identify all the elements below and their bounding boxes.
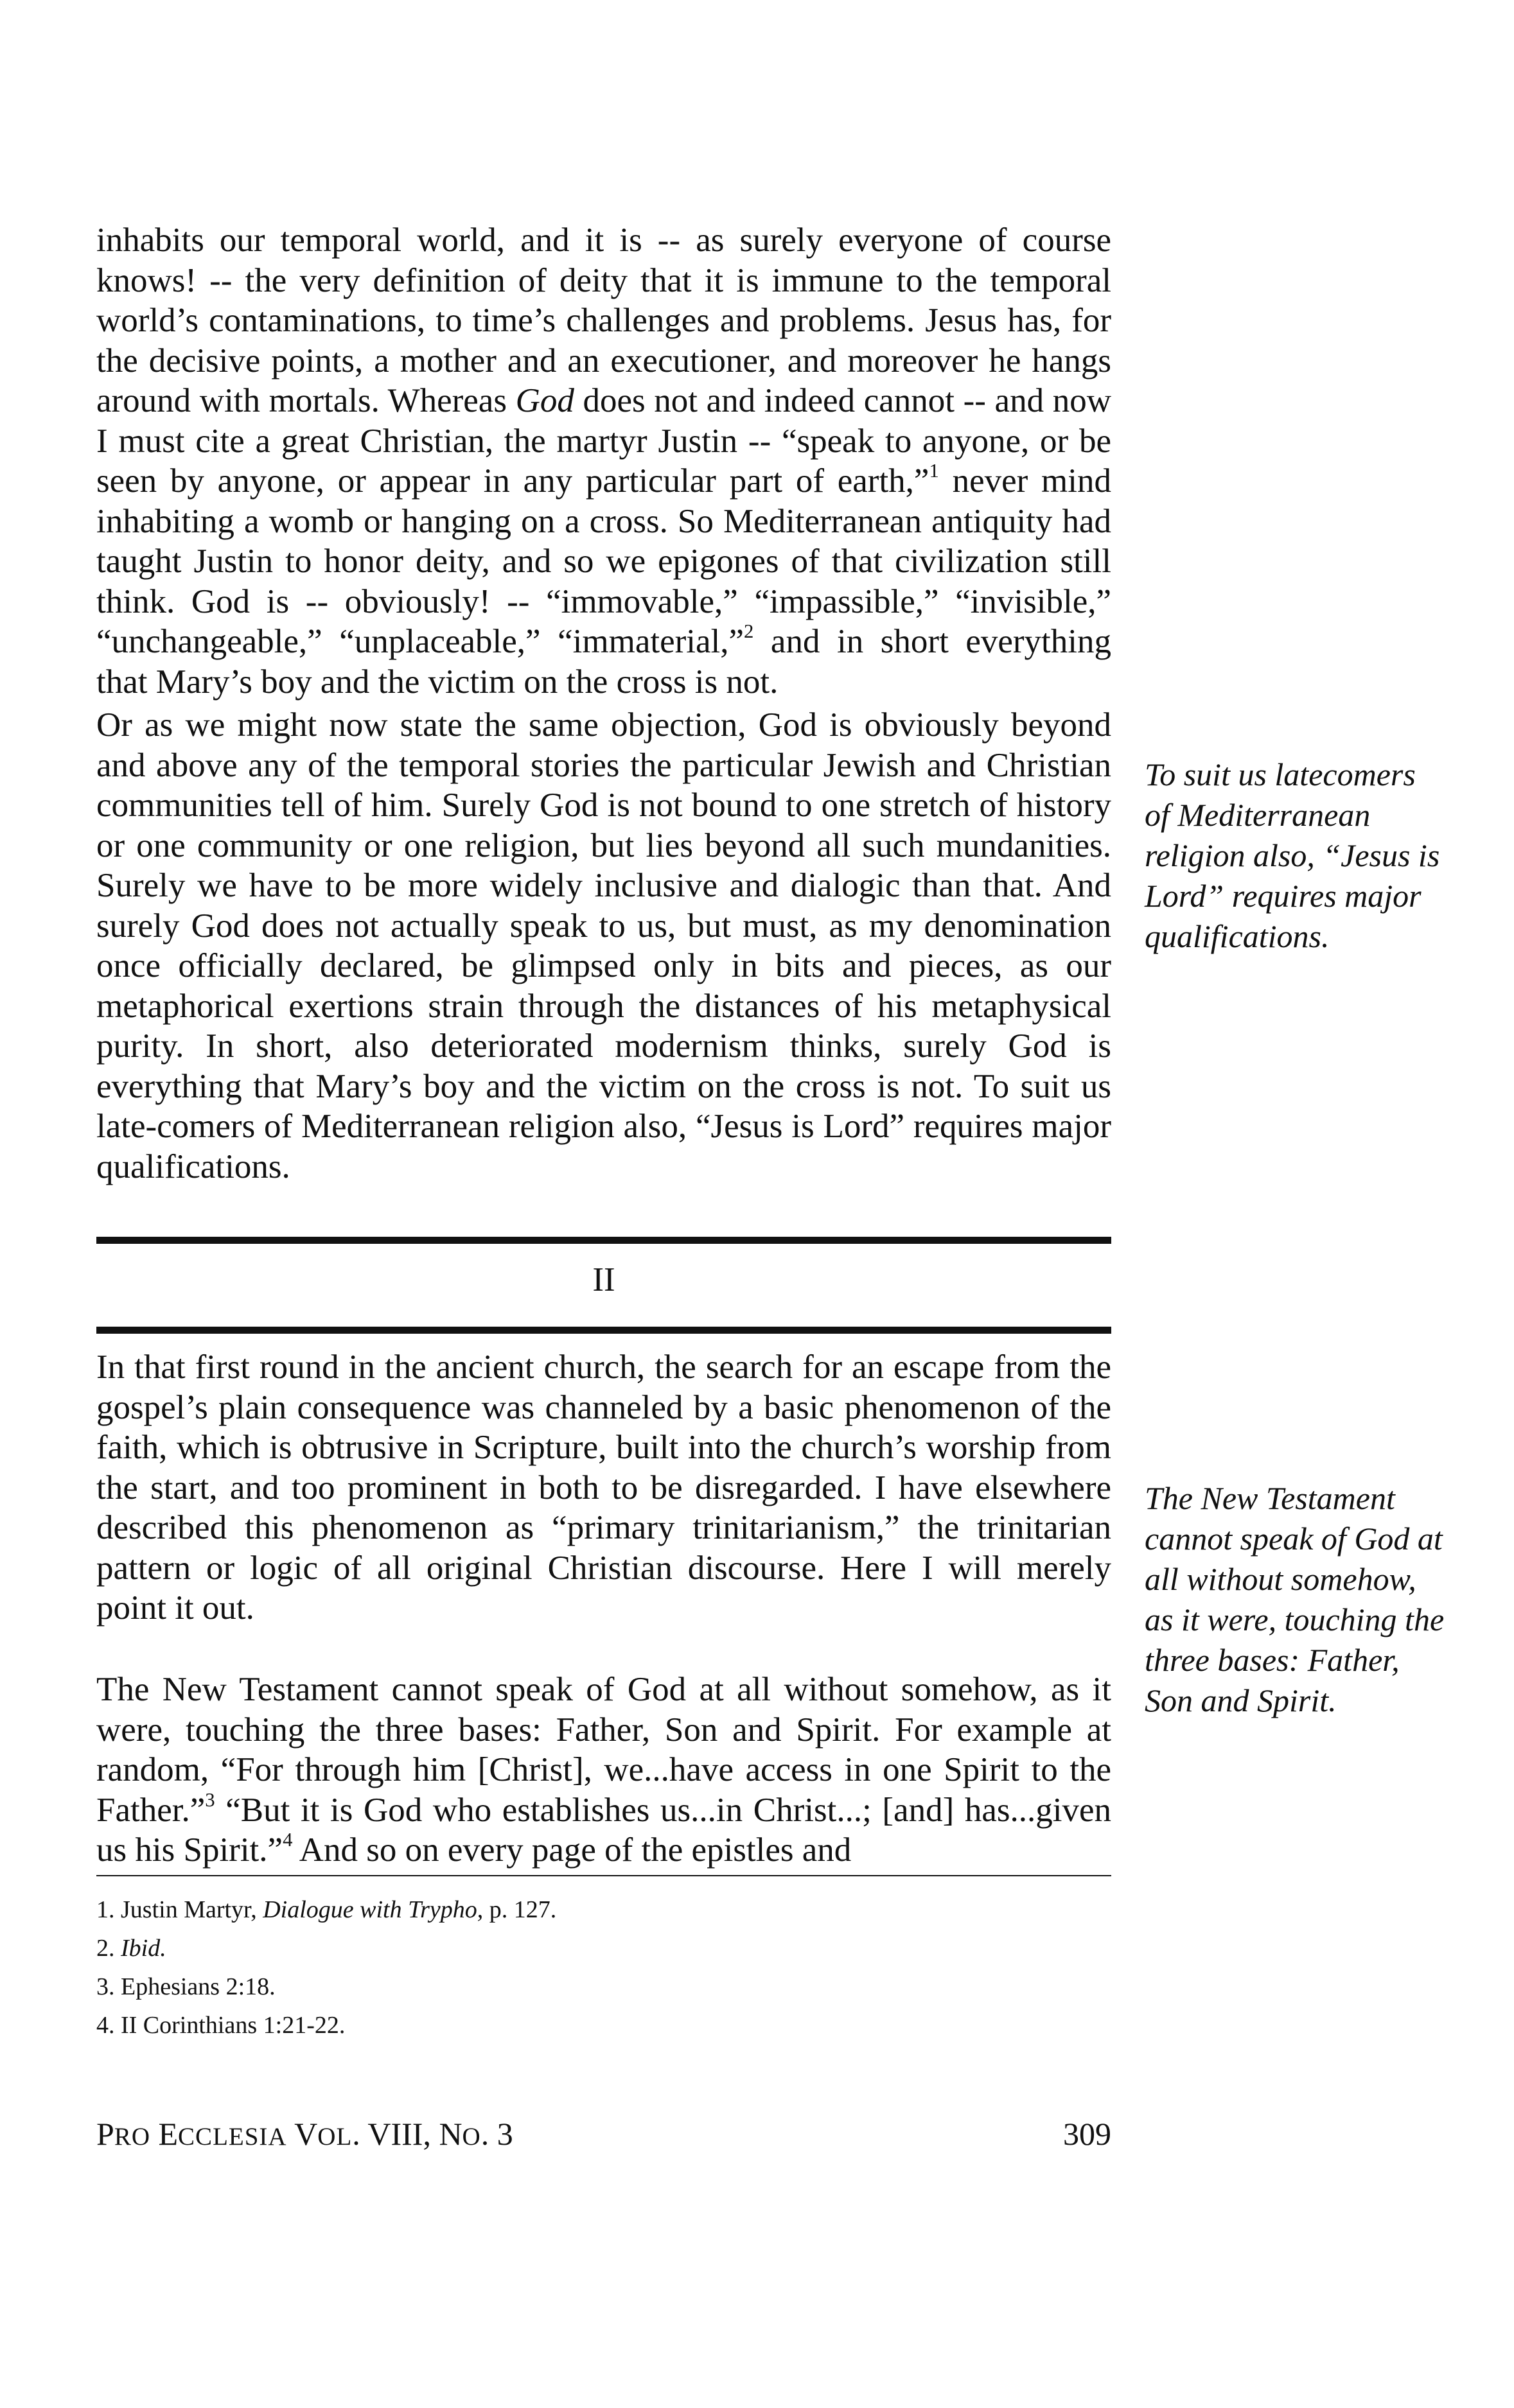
- footnote-2-text: Ibid.: [121, 1935, 166, 1962]
- footnote-1: [96, 1890, 1111, 1929]
- paragraph-3: [96, 1347, 1111, 1628]
- p1-text-d: never mind inhabiting a womb or hanging on a cross. So Mediterranean antiquity had taught Justin to honor deity, and so we epigones of that civilization still think. God is -- obviously! -- “immovable,” “impassible,” “invisible,” “unchangeable,” “unplaceable,” “immaterial,”: [96, 462, 1111, 660]
- p3-text: In that first round in the ancient church, the search for an escape from the gospel’s plain consequence was channeled by a basic phenomenon of the faith, which is obtrusive in Scripture, built into the church’s worship from the start, and too prominent in both to be disregarded. I have elsewhere described this phenomenon as “primary trinitarianism,” the trinitarian pattern or logic of all original Christian discourse. Here I will merely point it out.: [96, 1348, 1111, 1627]
- footnote-1-page: , p. 127.: [477, 1896, 557, 1923]
- paragraph-2: [96, 705, 1111, 1187]
- running-footer-journal: [96, 2115, 513, 2156]
- paragraph-4: [96, 1670, 1111, 1871]
- margin-note-2: The New Testament cannot speak of God at all without somehow, as it were, touching the three bases: Father, Son and Spirit.: [1145, 1480, 1445, 1718]
- journal-ol: OL: [317, 2123, 353, 2151]
- journal-ro: RO: [114, 2123, 150, 2151]
- journal-cclesia: CCLESIA: [178, 2123, 287, 2151]
- footnote-ref-4: 4: [283, 1828, 293, 1851]
- footnote-2: [96, 1929, 1111, 1967]
- journal-e: E: [150, 2116, 179, 2152]
- section-rule-bottom: [96, 1327, 1111, 1334]
- journal-p: P: [96, 2116, 114, 2152]
- p1-text-a: inhabits our temporal world, and it is -- as surely everyone of course knows! -- the very definition of deity that it is immune to the temporal world’s contaminations, to time’s challenges and problems. Jesus has, for the decisive points, a mother and an executioner, and moreover he hangs around with mortals. Whereas: [96, 222, 1111, 419]
- footnote-1-title: Dialogue with Trypho: [263, 1896, 477, 1923]
- footnote-ref-2: 2: [744, 620, 754, 642]
- section-number: II: [592, 1261, 615, 1298]
- p1-text-c: does not and indeed cannot -- and now I must cite a great Christian, the martyr Justin -- “speak to anyone, or be seen by anyone, or appear in any particular part of earth,”: [96, 382, 1111, 500]
- journal-volume: . VIII, N: [352, 2116, 462, 2152]
- footnote-3: 3. Ephesians 2:18.: [96, 1973, 276, 2000]
- footnote-4: 4. II Corinthians 1:21-22.: [96, 2012, 346, 2039]
- footnote-ref-1: 1: [929, 459, 939, 482]
- p4-text-c: And so on every page of the epistles and: [292, 1831, 852, 1869]
- p1-italic-god: God: [515, 382, 574, 419]
- p1-text-e: and in short everything that Mary’s boy and the victim on the cross is not.: [96, 623, 1111, 701]
- paragraph-1: [96, 220, 1111, 702]
- footnote-rule: [96, 1875, 1111, 1876]
- p4-text-a: The New Testament cannot speak of God at all without somehow, as it were, touching the three bases: Father, Son and Spirit. For example at random, “For through him [Christ], we...have access in one Spirit to the Father.”: [96, 1671, 1111, 1829]
- page-number: 309: [1063, 2116, 1111, 2152]
- footnote-1-text: 1. Justin Martyr,: [96, 1896, 263, 1923]
- margin-note-1: To suit us latecomers of Mediterranean religion also, “Jesus is Lord” requires major qualifications.: [1145, 756, 1440, 954]
- section-rule-top: [96, 1237, 1111, 1244]
- journal-v: V: [286, 2116, 318, 2152]
- journal-o: O: [462, 2123, 481, 2151]
- footnotes: [96, 1890, 1111, 2045]
- p4-text-b: “But it is God who establishes us...in Christ...; [and] has...given us his Spirit.”: [96, 1791, 1111, 1869]
- footnote-2-num: 2.: [96, 1935, 121, 1962]
- journal-number: . 3: [480, 2116, 513, 2152]
- p2-text: Or as we might now state the same objection, God is obviously beyond and above any of the temporal stories the particular Jewish and Christian communities tell of him. Surely God is not bound to one stretch of history or one community or one religion, but lies beyond all such mundanities. Surely we have to be more widely inclusive and dialogic than that. And surely God does not actually speak to us, but must, as my denomination once officially declared, be glimpsed only in bits and pieces, as our metaphorical exertions strain through the distances of his metaphysical purity. In short, also deteriorated modernism thinks, surely God is everything that Mary’s boy and the victim on the cross is not. To suit us late-comers of Mediterranean religion also, “Jesus is Lord” requires major qualifications.: [96, 706, 1111, 1185]
- footnote-ref-3: 3: [205, 1788, 215, 1811]
